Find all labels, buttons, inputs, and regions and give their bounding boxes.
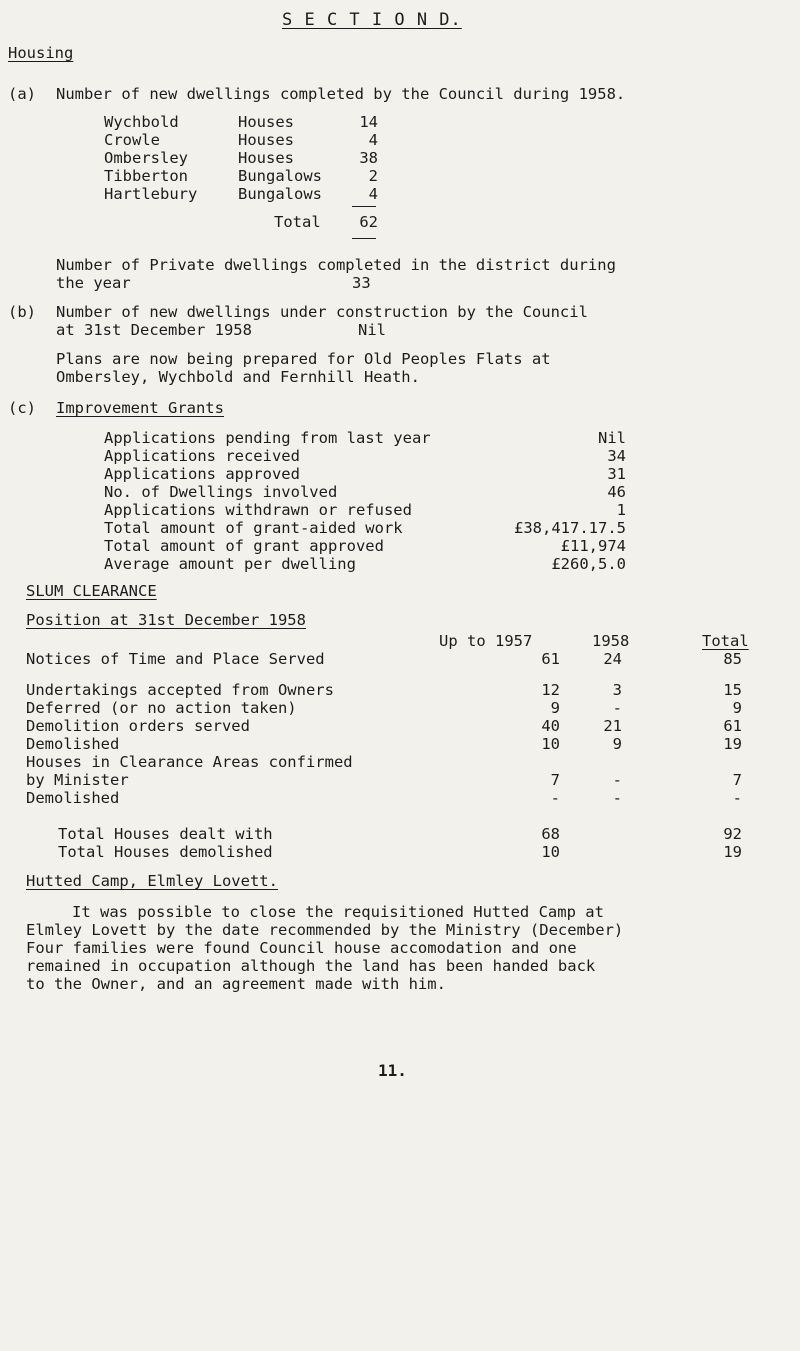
hutted-camp-heading: Hutted Camp, Elmley Lovett. <box>26 872 278 890</box>
dwelling-count: 38 <box>359 149 378 167</box>
clearance-value-total: 7 <box>732 771 742 789</box>
col-header-1958: 1958 <box>592 632 630 650</box>
total-dealt-label: Total Houses dealt with <box>58 825 273 843</box>
grant-value: 34 <box>607 447 626 465</box>
private-dwellings-line2: the year <box>56 274 131 292</box>
clearance-value-1957: 7 <box>550 771 560 789</box>
clearance-value-1958: 9 <box>612 735 622 753</box>
clearance-row-label: Houses in Clearance Areas confirmed <box>26 753 353 771</box>
section-a-intro: Number of new dwellings completed by the Council during 1958. <box>56 85 626 103</box>
clearance-value-1958: - <box>612 771 622 789</box>
dwelling-type: Houses <box>238 113 294 131</box>
total-demolished-label: Total Houses demolished <box>58 843 273 861</box>
clearance-row-label: Demolished <box>26 735 120 753</box>
clearance-value-total: 61 <box>723 717 742 735</box>
under-construction-value: Nil <box>358 321 386 339</box>
place-name: Crowle <box>104 131 160 149</box>
grant-label: Total amount of grant approved <box>104 537 384 555</box>
hutted-camp-line: to the Owner, and an agreement made with him. <box>26 975 446 993</box>
grant-value: £260,5.0 <box>551 555 626 573</box>
col-header-total: Total <box>702 632 749 650</box>
section-a-label: (a) <box>8 85 36 103</box>
grant-label: Average amount per dwelling <box>104 555 356 573</box>
dwelling-type: Houses <box>238 131 294 149</box>
grant-value: £11,974 <box>560 537 626 555</box>
clearance-value-1958: 21 <box>603 717 622 735</box>
col-header-up-to-1957: Up to 1957 <box>439 632 533 650</box>
clearance-value-1957: 61 <box>541 650 560 668</box>
improvement-grants-heading: Improvement Grants <box>56 399 224 417</box>
clearance-value-total: 15 <box>723 681 742 699</box>
clearance-value-total: - <box>732 789 742 807</box>
section-b-label: (b) <box>8 303 36 321</box>
clearance-value-1958: - <box>612 789 622 807</box>
slum-clearance-heading: SLUM CLEARANCE <box>26 582 157 600</box>
place-name: Wychbold <box>104 113 179 131</box>
dwelling-count: 4 <box>368 131 378 149</box>
grant-value: Nil <box>598 429 626 447</box>
total-dealt-total: 92 <box>723 825 742 843</box>
place-name: Ombersley <box>104 149 188 167</box>
hutted-camp-line: It was possible to close the requisitioned Hutted Camp at <box>72 903 604 921</box>
grant-value: 31 <box>607 465 626 483</box>
clearance-value-1957: - <box>550 789 560 807</box>
clearance-row-label: by Minister <box>26 771 129 789</box>
clearance-row-label: Undertakings accepted from Owners <box>26 681 334 699</box>
clearance-value-total: 19 <box>723 735 742 753</box>
dwelling-type: Bungalows <box>238 185 322 203</box>
total-value: 62 <box>359 213 378 231</box>
private-dwellings-line1: Number of Private dwellings completed in the district during <box>56 256 616 274</box>
hutted-camp-line: Four families were found Council house accomodation and one <box>26 939 577 957</box>
grant-label: Total amount of grant-aided work <box>104 519 403 537</box>
total-label: Total <box>274 213 321 231</box>
housing-heading: Housing <box>8 44 74 62</box>
clearance-row-label: Notices of Time and Place Served <box>26 650 325 668</box>
section-c-label: (c) <box>8 399 36 417</box>
total-dealt-1957: 68 <box>541 825 560 843</box>
position-heading: Position at 31st December 1958 <box>26 611 306 629</box>
clearance-row-label: Demolished <box>26 789 120 807</box>
dwelling-type: Bungalows <box>238 167 322 185</box>
grant-label: Applications received <box>104 447 300 465</box>
dwelling-count: 2 <box>368 167 378 185</box>
clearance-row-label: Deferred (or no action taken) <box>26 699 297 717</box>
clearance-value-1958: - <box>612 699 622 717</box>
clearance-value-1958: 24 <box>603 650 622 668</box>
under-construction-line1: Number of new dwellings under construction by the Council <box>56 303 588 321</box>
under-construction-line2: at 31st December 1958 <box>56 321 252 339</box>
section-title: S E C T I O N D. <box>282 10 462 30</box>
clearance-value-1957: 10 <box>541 735 560 753</box>
grant-value: £38,417.17.5 <box>514 519 626 537</box>
place-name: Hartlebury <box>104 185 198 203</box>
grant-label: No. of Dwellings involved <box>104 483 338 501</box>
grant-label: Applications pending from last year <box>104 429 431 447</box>
place-name: Tibberton <box>104 167 188 185</box>
plans-line1: Plans are now being prepared for Old Peoples Flats at <box>56 350 551 368</box>
total-demolished-1957: 10 <box>541 843 560 861</box>
clearance-value-1958: 3 <box>612 681 622 699</box>
clearance-value-1957: 40 <box>541 717 560 735</box>
total-rule-bottom <box>352 238 376 239</box>
total-rule <box>352 206 376 207</box>
clearance-value-total: 9 <box>732 699 742 717</box>
plans-line2: Ombersley, Wychbold and Fernhill Heath. <box>56 368 420 386</box>
clearance-row-label: Demolition orders served <box>26 717 250 735</box>
grant-value: 46 <box>607 483 626 501</box>
grant-value: 1 <box>616 501 626 519</box>
dwelling-type: Houses <box>238 149 294 167</box>
hutted-camp-line: remained in occupation although the land has been handed back <box>26 957 596 975</box>
total-demolished-total: 19 <box>723 843 742 861</box>
grant-label: Applications approved <box>104 465 300 483</box>
grant-label: Applications withdrawn or refused <box>104 501 412 519</box>
clearance-value-1957: 12 <box>541 681 560 699</box>
dwelling-count: 4 <box>368 185 378 203</box>
hutted-camp-line: Elmley Lovett by the date recommended by the Ministry (December) <box>26 921 624 939</box>
dwelling-count: 14 <box>359 113 378 131</box>
page-number: 11. <box>378 1061 407 1080</box>
private-dwellings-value: 33 <box>352 274 371 292</box>
clearance-value-1957: 9 <box>550 699 560 717</box>
clearance-value-total: 85 <box>723 650 742 668</box>
